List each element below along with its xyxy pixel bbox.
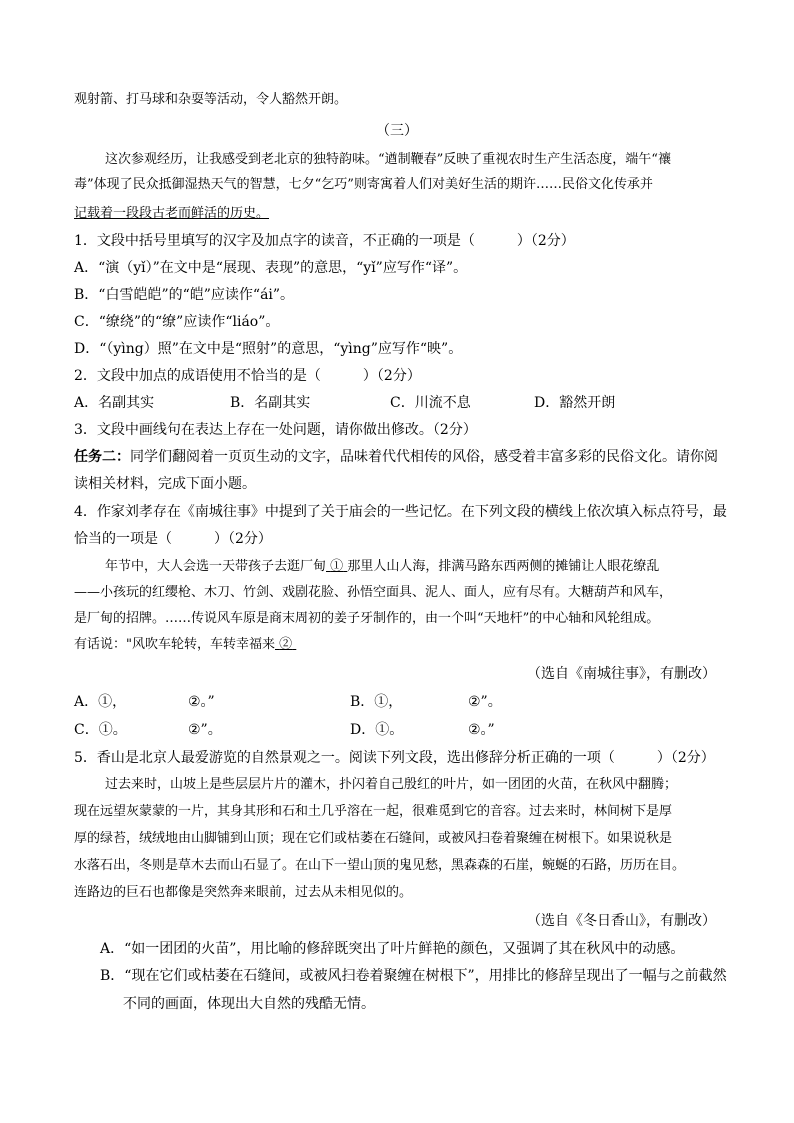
- underlined-sentence: 记载着一段段古老而鲜活的历史。: [74, 206, 270, 221]
- question-4-option-b: B．①，: [350, 694, 403, 710]
- task-2-label: 任务二：: [74, 449, 130, 465]
- question-4-options-row: [74, 720, 724, 740]
- passage-text: 那里人山人海，排满马路东西两侧的摊铺让人眼花缭乱: [347, 559, 660, 574]
- question-5-option-b: B．“现在它们或枯萎在石缝间，或被风扫卷着聚缠在树根下”，用排比的修辞呈现出了一幅与之前截然: [100, 968, 727, 984]
- question-2-option-c: C．川流不息: [390, 395, 471, 411]
- question-4-option-a: A．①，: [74, 694, 127, 710]
- passage-text: 年节中，大人会选一天带孩子去逛厂甸: [105, 559, 327, 574]
- blank-1-number: ①: [330, 559, 344, 574]
- blank-1: [326, 559, 347, 574]
- passage-text: 有话说："风吹车轮转，车转幸福来: [74, 637, 275, 652]
- question-4-passage-line: ——小孩玩的红缨枪、木刀、竹剑、戏剧花脸、孙悟空面具、泥人、面人，应有尽有。大糖葫芦和风车，: [74, 585, 673, 600]
- question-4-stem: 4．作家刘孝存在《南城往事》中提到了关于庙会的一些记忆。在下列文段的横线上依次填入标点符号，最: [74, 504, 727, 520]
- section-paragraph-line: 这次参观经历，让我感受到老北京的独特韵味。“遒制鞭春”反映了重视农时生产生活态度，端午“禳: [105, 152, 671, 167]
- source-note: （选自《南城往事》，有删改）: [527, 666, 716, 682]
- question-4-option-d: D．①。: [350, 722, 404, 738]
- question-4-passage-line: [105, 557, 659, 577]
- question-5-passage-line: 过去来时，山坡上是些层层片片的灌木，扑闪着自己殷红的叶片，如一团团的火苗，在秋风中翻腾；: [105, 777, 678, 792]
- question-4-options-row: [74, 692, 724, 712]
- question-5-passage-line: 水落石出，冬则是草木去而山石显了。在山下一望山顶的鬼见愁，黑森森的石崖，蜿蜒的石路，历历在目。: [74, 858, 686, 873]
- question-5-passage-line: 厚的绿苔，绒绒地由山脚铺到山顶；现在它们或枯萎在石缝间，或被风扫卷着聚缠在树根下。如果说秋是: [74, 831, 673, 846]
- question-5-passage-line: 现在远望灰蒙蒙的一片，其身其形和石和土几乎溶在一起，很难觅到它的音容。过去来时，林间树下是厚: [74, 804, 673, 819]
- blank-2-number: ②: [279, 637, 293, 652]
- question-2-stem: 2．文段中加点的成语使用不恰当的是（ ）（2分）: [74, 368, 421, 384]
- question-1-option-b: B．“白雪皑皑”的“皑”应读作“ái”。: [74, 287, 295, 303]
- section-paragraph-text: 毒”体现了民众抵御湿热天气的智慧，七夕“乞巧”则寄寓着人们对美好生活的期许……民俗文化传承并: [74, 177, 653, 192]
- question-4-option-c-end: ②”。: [188, 722, 222, 738]
- question-1-option-c: C．“缭绕”的“缭”应读作“liáo”。: [74, 314, 280, 330]
- question-1-stem: 1．文段中括号里填写的汉字及加点字的读音，不正确的一项是（ ）（2分）: [74, 233, 575, 249]
- section-heading: （三）: [376, 123, 418, 139]
- question-4-option-b-end: ②”。: [468, 694, 502, 710]
- question-1-option-a: A．“演（yǐ）”在文中是“展现、表现”的意思，“yǐ”应写作“译”。: [74, 260, 468, 276]
- question-5-option-a: A．“如一团团的火苗”，用比喻的修辞既突出了叶片鲜艳的颜色，又强调了其在秋风中的动感。: [100, 941, 685, 957]
- question-4-option-a-end: ②。”: [188, 694, 215, 710]
- question-3-stem: 3．文段中画线句在表达上存在一处问题，请你做出修改。（2分）: [74, 422, 477, 438]
- section-paragraph-line: [74, 175, 653, 195]
- question-4-passage-line: [74, 635, 296, 655]
- question-5-stem: 5．香山是北京人最爱游览的自然景观之一。阅读下列文段，选出修辞分析正确的一项（ ）（2分）: [74, 750, 715, 766]
- question-2-option-b: B．名副其实: [230, 395, 311, 411]
- question-2-option-a: A．名副其实: [74, 395, 155, 411]
- question-4-stem: 恰当的一项是（ ）（2分）: [74, 531, 272, 547]
- question-2-options: [74, 393, 724, 413]
- question-1-option-d: D．“（yìng）照”在文中是“照射”的意思，“yìng”应写作“映”。: [74, 341, 463, 357]
- question-5-option-b-continued: 不同的画面，体现出大自然的残酷无情。: [123, 996, 375, 1012]
- question-5-passage-line: 连路边的巨石也都像是突然奔来眼前，过去从未相见似的。: [74, 885, 413, 900]
- question-4-option-d-end: ②。”: [468, 722, 495, 738]
- top-line: 观射箭、打马球和杂耍等活动，令人豁然开朗。: [74, 92, 348, 107]
- question-4-option-c: C．①。: [74, 722, 127, 738]
- source-note: （选自《冬日香山》，有删改）: [527, 913, 716, 929]
- task-2-text: 同学们翻阅着一页页生动的文字，品味着代代相传的风俗，感受着丰富多彩的民俗文化。请你阅: [130, 449, 718, 465]
- task-2-line: [74, 447, 718, 467]
- question-2-option-d: D．豁然开朗: [534, 395, 616, 411]
- blank-2: [275, 637, 296, 652]
- task-2-line: 读相关材料，完成下面小题。: [74, 476, 256, 492]
- question-4-passage-line: 是厂甸的招牌。……传说风车原是商末周初的姜子牙制作的，由一个叫“天地杆”的中心轴和风轮组成。: [74, 611, 660, 626]
